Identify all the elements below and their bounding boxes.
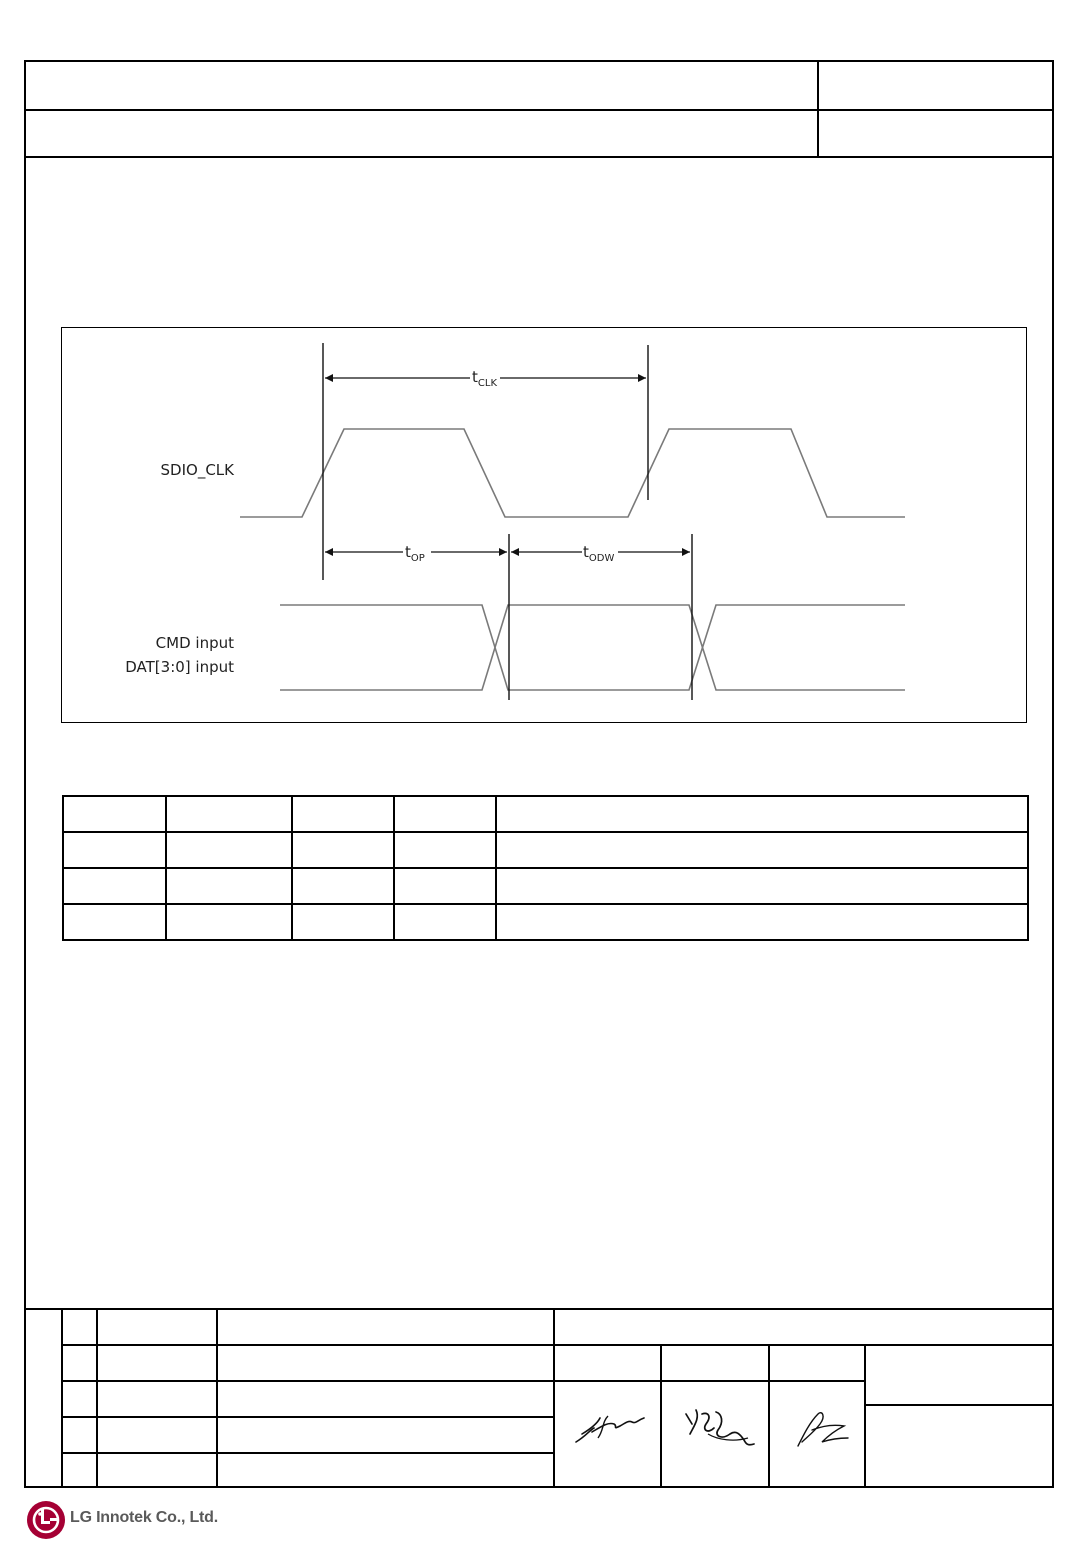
document-frame: [24, 60, 1054, 1488]
tclk-label: $t_{CLK}$: [472, 368, 498, 389]
table-row: [63, 904, 1028, 940]
table-row: [63, 796, 1028, 832]
signal-label-dat: DAT[3:0] input: [125, 658, 234, 676]
signal-label-clk: SDIO_CLK: [160, 461, 234, 479]
table-cell: [63, 832, 166, 868]
header-divider: [817, 109, 819, 156]
table-cell: [166, 904, 292, 940]
table-cell: [394, 796, 496, 832]
timing-diagram: [61, 327, 1027, 723]
timing-spec-table: [62, 795, 1029, 941]
clk-waveform: [240, 429, 905, 517]
signal-label-cmd: CMD input: [155, 634, 234, 652]
table-cell: [292, 868, 394, 904]
table-cell: [166, 868, 292, 904]
header-divider: [817, 62, 819, 109]
table-cell: [496, 904, 1028, 940]
table-cell: [292, 832, 394, 868]
signature-3: [788, 1408, 858, 1454]
table-cell: [496, 868, 1028, 904]
todw-label: $t_{ODW}$: [583, 543, 615, 564]
signature-2: [678, 1404, 758, 1454]
table-cell: [292, 904, 394, 940]
header-row-2: [26, 109, 1052, 158]
header-row-1: [26, 62, 1052, 111]
table-cell: [166, 796, 292, 832]
table-cell: [63, 796, 166, 832]
table-cell: [496, 796, 1028, 832]
table-row: [63, 832, 1028, 868]
table-cell: [394, 832, 496, 868]
table-cell: [63, 904, 166, 940]
timing-diagram-svg: [62, 328, 1028, 724]
table-row: [63, 868, 1028, 904]
table-cell: [63, 868, 166, 904]
table-cell: [496, 832, 1028, 868]
table-cell: [166, 832, 292, 868]
top-label: $t_{OP}$: [405, 543, 425, 564]
data-waveform-upper: [280, 605, 905, 690]
revision-block: [26, 1308, 1052, 1488]
company-logo: [26, 1500, 246, 1542]
table-cell: [394, 904, 496, 940]
table-cell: [394, 868, 496, 904]
signature-1: [572, 1408, 650, 1452]
data-waveform-lower: [280, 605, 905, 690]
table-cell: [292, 796, 394, 832]
company-name: LG Innotek Co., Ltd.: [70, 1509, 218, 1526]
lg-logo-icon: [26, 1500, 66, 1540]
